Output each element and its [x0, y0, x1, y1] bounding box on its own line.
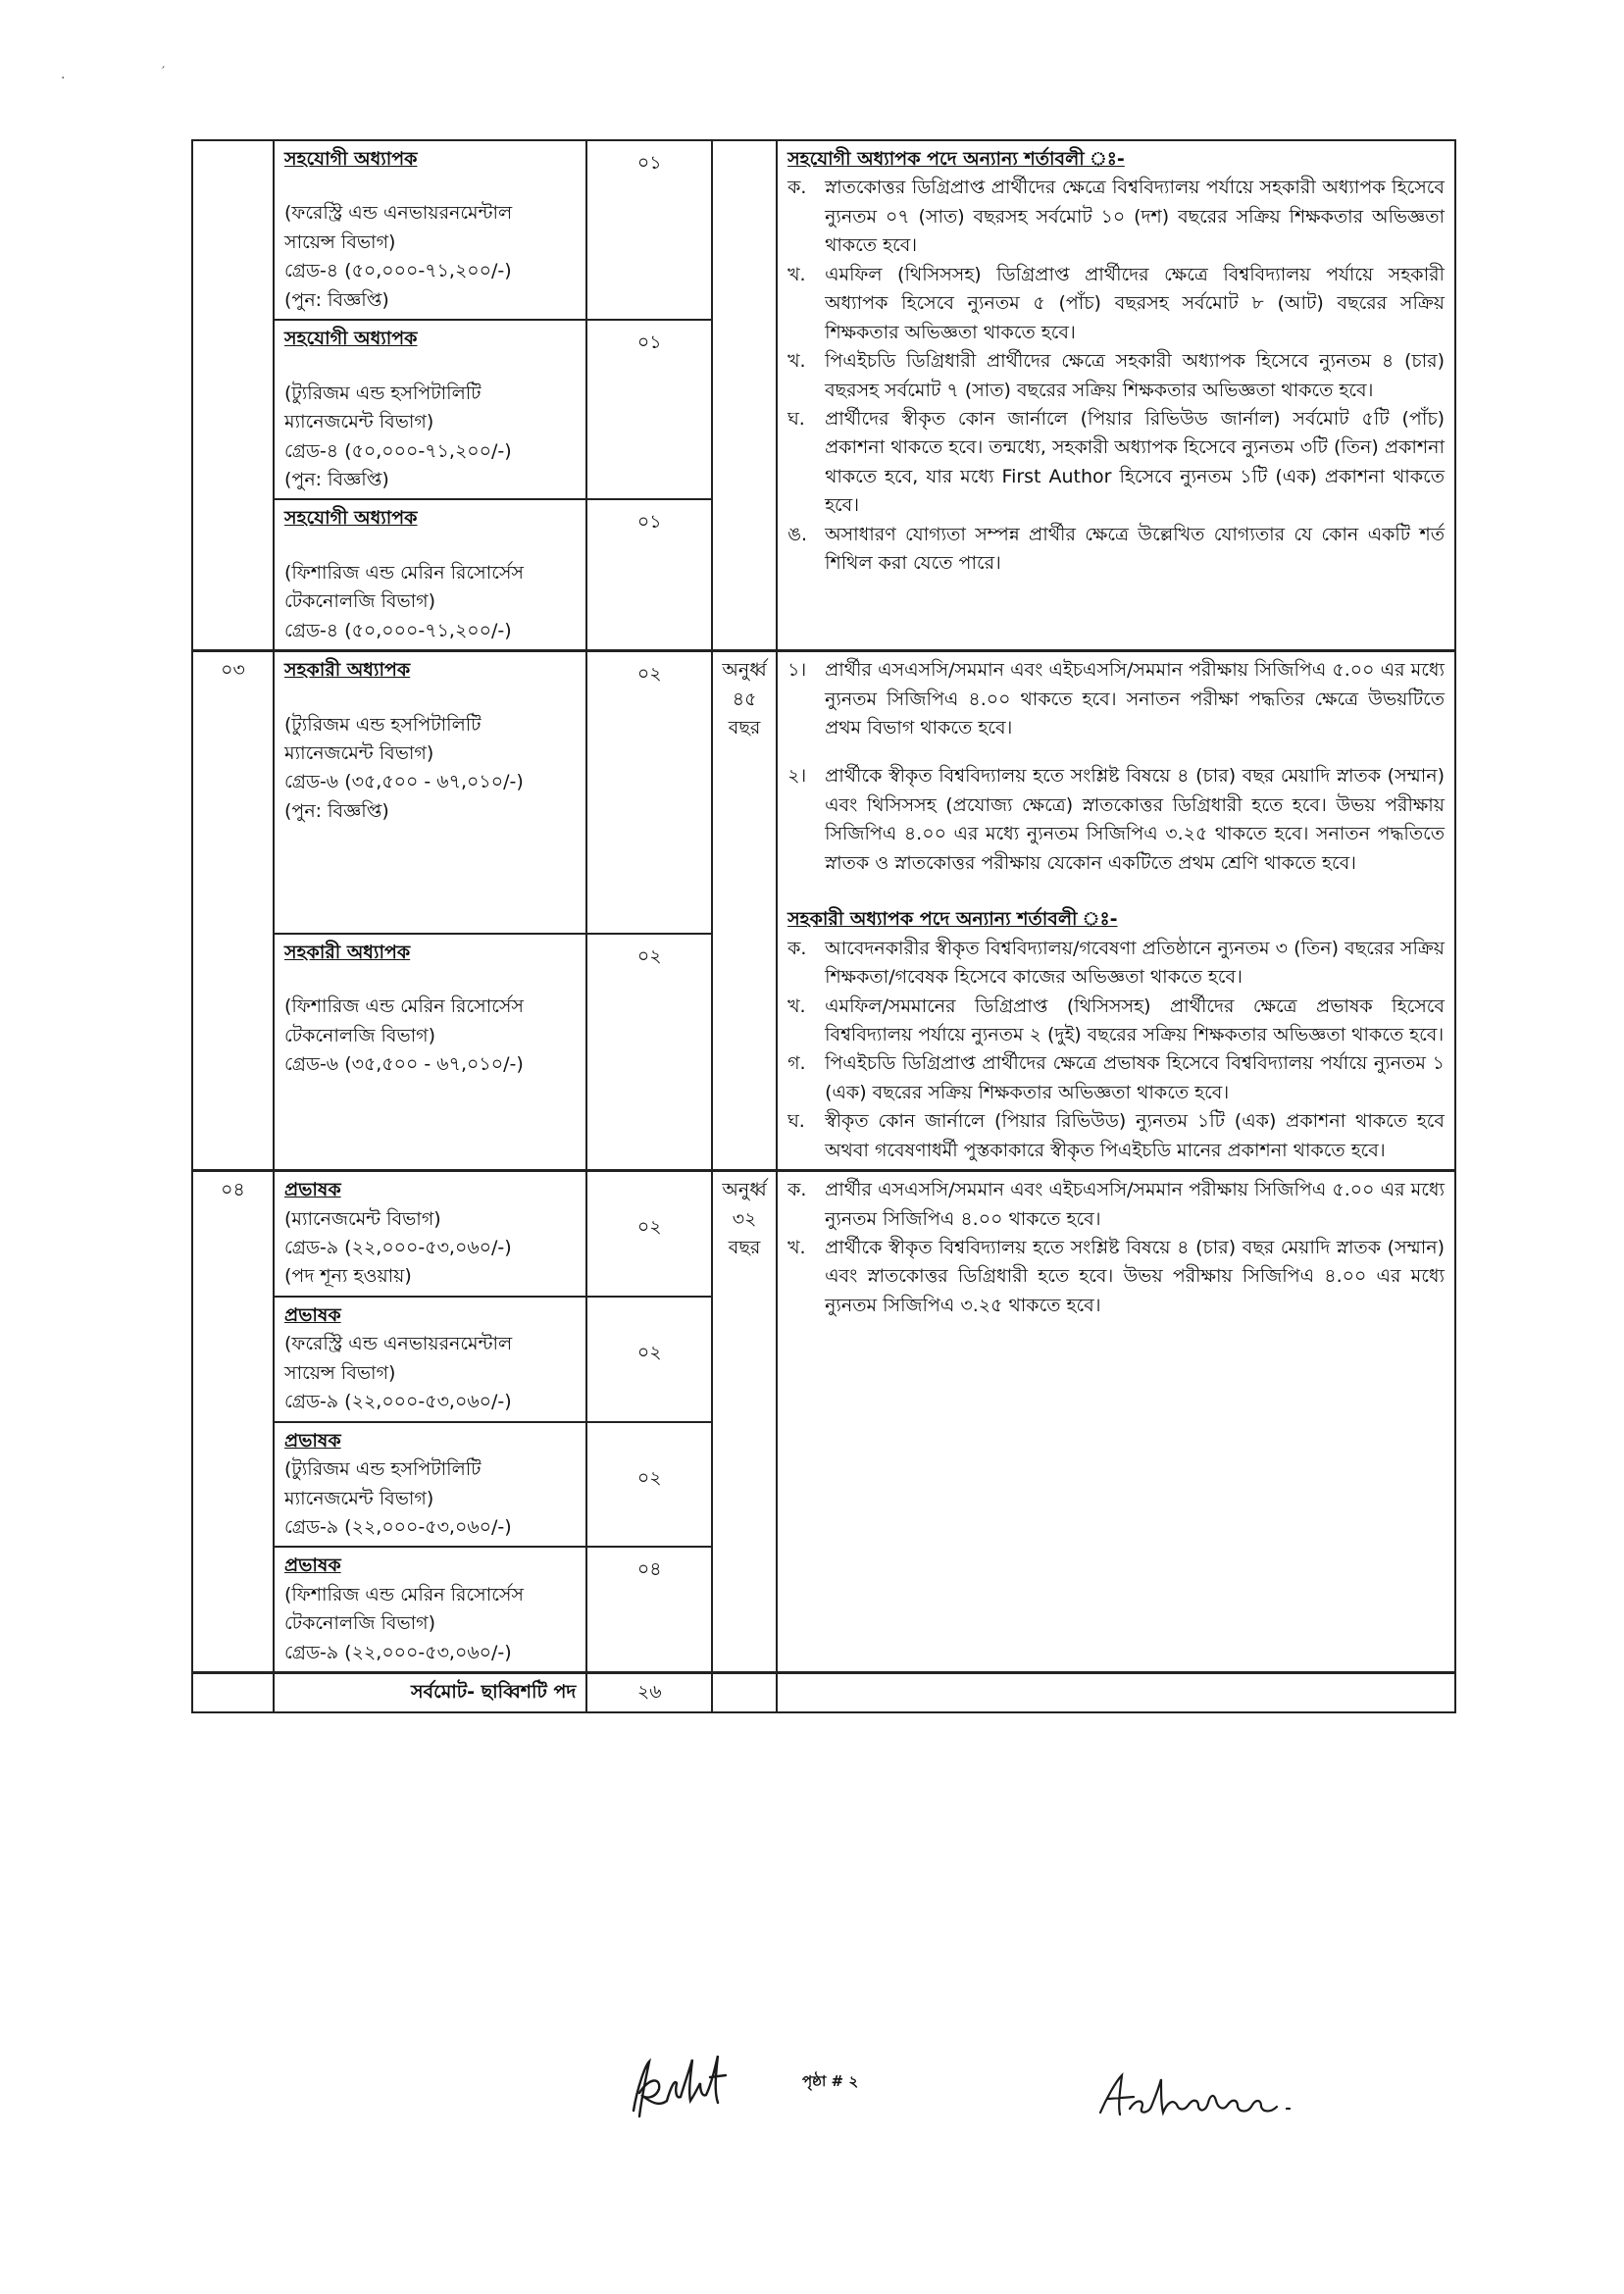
post-department: ম্যানেজমেন্ট বিভাগ) [284, 1487, 434, 1509]
requirement-text: স্বীকৃত কোন জার্নালে (পিয়ার রিভিউড) ন্যুনতম ১টি (এক) প্রকাশনা থাকতে হবে অথবা গবেষণাধর্মী পুস্তকাকারে স্বীকৃত পিএইচডি মানের প্রকাশনা থাকতে হবে। [825, 1110, 1445, 1161]
requirement-item [787, 1049, 1445, 1107]
post-grade: গ্রেড-৪ (৫০,০০০-৭১,২০০/-) [284, 260, 512, 282]
serial-cell [192, 1171, 274, 1673]
post-count: ০১ [636, 511, 662, 534]
post-note: (পদ শূন্য হওয়ায়) [284, 1265, 412, 1288]
post-count-cell [586, 499, 712, 650]
requirement-marker: ২। [787, 765, 807, 788]
requirement-text: পিএইচডি ডিগ্রিপ্রাপ্ত প্রার্থীদের ক্ষেত্রে প্রভাষক হিসেবে বিশ্ববিদ্যালয় পর্যায়ে ন্যুনতম ১ (এক) বছরের সক্রিয় শিক্ষকতার অভিজ্ঞতা থাকতে হবে। [825, 1052, 1445, 1103]
serial-cell [192, 1673, 274, 1712]
post-cell [274, 1422, 586, 1548]
requirement-item [787, 347, 1445, 405]
post-count-cell [586, 1422, 712, 1548]
requirement-text: পিএইচডি ডিগ্রিধারী প্রার্থীদের ক্ষেত্রে সহকারী অধ্যাপক হিসেবে ন্যুনতম ৪ (চার) বছরসহ সর্বমোট ৭ (সাত) বছরের সক্রিয় শিক্ষকতার অভিজ্ঞতা থাকতে হবে। [825, 350, 1445, 401]
post-note: (পুন: বিজ্ঞপ্তি) [284, 468, 389, 490]
post-department: (ফরেস্ট্রি এন্ড এনভায়রনমেন্টাল [284, 1333, 513, 1355]
post-title: প্রভাষক [284, 1303, 341, 1326]
age-cell [712, 1673, 777, 1712]
requirement-marker: ঘ. [787, 407, 805, 430]
age-limit: বছর [728, 717, 761, 739]
age-cell [712, 140, 777, 651]
requirement-item [787, 656, 1445, 742]
requirement-text: এমফিল (থিসিসসহ) ডিগ্রিপ্রাপ্ত প্রার্থীদের ক্ষেত্রে বিশ্ববিদ্যালয় পর্যায়ে সহকারী অধ্যাপক হিসেবে ন্যুনতম ৫ (পাঁচ) বছরসহ সর্বমোট ৮ (আট) বছরের সক্রিয় শিক্ষকতার অভিজ্ঞতা থাকতে হবে। [825, 263, 1445, 343]
post-grade: গ্রেড-৬ (৩৫,৫০০ - ৬৭,০১০/-) [284, 1053, 524, 1076]
requirement-text: স্নাতকোত্তর ডিগ্রিপ্রাপ্ত প্রার্থীদের ক্ষেত্রে বিশ্ববিদ্যালয় পর্যায়ে সহকারী অধ্যাপক হিসেবে ন্যুনতম ০৭ (সাত) বছরসহ সর্বমোট ১০ (দশ) বছরের সক্রিয় শিক্ষকতার অভিজ্ঞতা থাকতে হবে। [825, 177, 1445, 257]
requirement-item [787, 1107, 1445, 1165]
requirements-heading: সহযোগী অধ্যাপক পদে অন্যান্য শর্তাবলী ঃ- [787, 148, 1125, 170]
requirements-cell [777, 651, 1455, 1171]
post-title: প্রভাষক [284, 1179, 341, 1201]
post-count: ০১ [636, 152, 662, 174]
post-count: ০১ [636, 331, 662, 354]
post-department: সায়েন্স বিভাগ) [284, 230, 396, 253]
post-count-cell [586, 320, 712, 499]
requirement-item [787, 174, 1445, 260]
requirement-item [787, 1176, 1445, 1234]
age-cell [712, 1171, 777, 1673]
requirement-marker: খ. [787, 994, 806, 1017]
post-department: (ফিশারিজ এন্ড মেরিন রিসোর্সেস [284, 995, 524, 1018]
requirement-marker: গ. [787, 1052, 806, 1075]
requirement-text: প্রার্থীর এসএসসি/সমমান এবং এইচএসসি/সমমান পরীক্ষায় সিজিপিএ ৫.০০ এর মধ্যে ন্যুনতম সিজিপিএ ৪.০০ থাকতে হবে। [825, 1179, 1445, 1230]
post-count: ০২ [636, 1341, 662, 1363]
requirement-item [787, 935, 1445, 993]
requirements-cell [777, 140, 1455, 651]
post-cell [274, 934, 586, 1171]
post-title: সহযোগী অধ্যাপক [284, 148, 418, 170]
post-department: (ফিশারিজ এন্ড মেরিন রিসোর্সেস [284, 561, 524, 584]
requirements-cell [777, 1673, 1455, 1712]
post-department: টেকনোলজি বিভাগ) [284, 1024, 436, 1046]
post-grade: গ্রেড-৯ (২২,০০০-৫৩,০৬০/-) [284, 1391, 512, 1413]
requirement-marker: ক. [787, 1179, 807, 1201]
post-count-cell [586, 651, 712, 934]
requirement-item [787, 993, 1445, 1050]
requirement-marker: খ. [787, 263, 806, 285]
serial-number: ০৩ [221, 659, 245, 682]
post-count: ০২ [636, 1216, 662, 1239]
age-limit: ৪৫ [732, 688, 757, 710]
post-cell [274, 320, 586, 499]
post-cell [274, 1297, 586, 1422]
post-note: (পুন: বিজ্ঞপ্তি) [284, 288, 389, 311]
post-count-cell [586, 140, 712, 320]
post-grade: গ্রেড-৬ (৩৫,৫০০ - ৬৭,০১০/-) [284, 771, 524, 793]
post-department: ম্যানেজমেন্ট বিভাগ) [284, 411, 434, 433]
total-count: ২৬ [636, 1681, 662, 1704]
post-count-cell [586, 934, 712, 1171]
requirement-marker: ক. [787, 177, 807, 199]
post-title: সহকারী অধ্যাপক [284, 659, 411, 682]
post-count-cell [586, 1297, 712, 1422]
post-department: (ফরেস্ট্রি এন্ড এনভায়রনমেন্টাল [284, 202, 513, 225]
post-cell [274, 499, 586, 650]
post-department: (ফিশারিজ এন্ড মেরিন রিসোর্সেস [284, 1583, 524, 1606]
post-department: (ট্যুরিজম এন্ড হসপিটালিটি [284, 713, 482, 736]
requirement-marker: খ. [787, 350, 806, 373]
post-title: সহকারী অধ্যাপক [284, 941, 411, 963]
post-title: সহযোগী অধ্যাপক [284, 328, 418, 350]
post-cell [274, 1171, 586, 1297]
requirement-text: আবেদনকারীর স্বীকৃত বিশ্ববিদ্যালয়/গবেষণা প্রতিষ্ঠানে ন্যুনতম ৩ (তিন) বছরের সক্রিয় শিক্ষকতা/গবেষক হিসেবে কাজের অভিজ্ঞতা থাকতে হবে। [825, 937, 1445, 989]
post-department: সায়েন্স বিভাগ) [284, 1361, 396, 1384]
total-row [192, 1673, 1455, 1712]
page-number: পৃষ্ঠা # ২ [802, 2072, 859, 2090]
post-department: ম্যানেজমেন্ট বিভাগ) [284, 742, 434, 764]
post-note: (পুন: বিজ্ঞপ্তি) [284, 799, 389, 822]
age-limit: ৩২ [732, 1207, 757, 1230]
requirements-cell [777, 1171, 1455, 1673]
age-limit: অনুর্ধ্ব [722, 659, 767, 682]
signature-right [1091, 2069, 1321, 2126]
post-grade: গ্রেড-৯ (২২,০০০-৫৩,০৬০/-) [284, 1515, 512, 1538]
requirement-marker: ঙ. [787, 523, 808, 545]
requirement-item [787, 405, 1445, 521]
post-count: ০২ [636, 944, 662, 967]
post-title: প্রভাষক [284, 1555, 341, 1577]
requirement-item [787, 1234, 1445, 1320]
post-count: ০২ [636, 663, 662, 686]
age-limit: অনুর্ধ্ব [722, 1179, 767, 1201]
post-grade: গ্রেড-৪ (৫০,০০০-৭১,২০০/-) [284, 439, 512, 462]
serial-cell [192, 140, 274, 651]
table-row [192, 1171, 1455, 1297]
total-label: সর্বমোট- ছাব্বিশটি পদ [410, 1681, 577, 1704]
post-department: (ট্যুরিজম এন্ড হসপিটালিটি [284, 382, 482, 404]
post-cell [274, 651, 586, 934]
job-table [191, 139, 1456, 1713]
requirement-text: অসাধারণ যোগ্যতা সম্পন্ন প্রার্থীর ক্ষেত্রে উল্লেখিত যোগ্যতার যে কোন একটি শর্ত শিথিল করা যেতে পারে। [825, 523, 1445, 575]
page-mark: · [61, 71, 66, 86]
post-grade: গ্রেড-৯ (২২,০০০-৫৩,০৬০/-) [284, 1237, 512, 1258]
post-cell [274, 140, 586, 320]
requirement-item [787, 762, 1445, 878]
post-title: সহযোগী অধ্যাপক [284, 507, 418, 530]
post-department: (ট্যুরিজম এন্ড হসপিটালিটি [284, 1458, 482, 1481]
signature-left [616, 2048, 743, 2126]
requirement-item [787, 521, 1445, 579]
requirement-text: প্রার্থীর এসএসসি/সমমান এবং এইচএসসি/সমমান পরীক্ষায় সিজিপিএ ৫.০০ এর মধ্যে ন্যুনতম সিজিপিএ ৪.০০ থাকতে হবে। সনাতন পরীক্ষা পদ্ধতির ক্ষেত্রে উভয়টিতে প্রথম বিভাগ থাকতে হবে। [825, 659, 1445, 739]
table-row [192, 140, 1455, 320]
post-department: টেকনোলজি বিভাগ) [284, 1612, 436, 1635]
post-count-cell [586, 1171, 712, 1297]
age-cell [712, 651, 777, 1171]
total-count-cell [586, 1673, 712, 1712]
post-count: ০৪ [636, 1558, 662, 1581]
post-department: (ম্যানেজমেন্ট বিভাগ) [284, 1207, 441, 1230]
requirement-text: প্রার্থীকে স্বীকৃত বিশ্ববিদ্যালয় হতে সংশ্লিষ্ট বিষয়ে ৪ (চার) বছর মেয়াদি স্নাতক (সম্মান) এবং স্নাতকোত্তর ডিগ্রিধারী হতে হবে। উভয় পরীক্ষায় সিজিপিএ ৪.০০ এর মধ্যে ন্যুনতম সিজিপিএ ৩.২৫ থাকতে হবে। [825, 1237, 1445, 1316]
requirement-marker: ক. [787, 937, 807, 959]
requirements-heading: সহকারী অধ্যাপক পদে অন্যান্য শর্তাবলী ঃ- [787, 908, 1118, 931]
requirement-marker: ১। [787, 659, 807, 682]
post-count: ০২ [636, 1466, 662, 1489]
post-grade: গ্রেড-৯ (২২,০০০-৫৩,০৬০/-) [284, 1641, 512, 1663]
requirement-item [787, 261, 1445, 347]
serial-number: ০৪ [221, 1179, 245, 1201]
post-department: টেকনোলজি বিভাগ) [284, 590, 436, 613]
post-cell [274, 1547, 586, 1672]
post-grade: গ্রেড-৪ (৫০,০০০-৭১,২০০/-) [284, 619, 512, 641]
age-limit: বছর [728, 1237, 761, 1258]
post-count-cell [586, 1547, 712, 1672]
post-title: প্রভাষক [284, 1429, 341, 1452]
requirement-marker: খ. [787, 1237, 806, 1258]
table-row [192, 651, 1455, 934]
requirement-text: এমফিল/সমমানের ডিগ্রিপ্রাপ্ত (থিসিসসহ) প্রার্থীদের ক্ষেত্রে প্রভাষক হিসেবে বিশ্ববিদ্যালয় পর্যায়ে ন্যুনতম ২ (দুই) বছরের সক্রিয় শিক্ষকতার অভিজ্ঞতা থাকতে হবে। [825, 994, 1445, 1045]
requirement-text: প্রার্থীকে স্বীকৃত বিশ্ববিদ্যালয় হতে সংশ্লিষ্ট বিষয়ে ৪ (চার) বছর মেয়াদি স্নাতক (সম্মান) এবং থিসিসসহ (প্রযোজ্য ক্ষেত্রে) স্নাতকোত্তর ডিগ্রিধারী হতে হবে। উভয় পরীক্ষায় সিজিপিএ ৪.০০ এর মধ্যে ন্যুনতম সিজিপিএ ৩.২৫ থাকতে হবে। সনাতন পদ্ধতিতে স্নাতক ও স্নাতকোত্তর পরীক্ষায় যেকোন একটিতে প্রথম শ্রেণি থাকতে হবে। [825, 765, 1445, 874]
serial-cell [192, 651, 274, 1171]
page-mark: ′ [162, 65, 166, 80]
requirement-text: প্রার্থীদের স্বীকৃত কোন জার্নালে (পিয়ার রিভিউড জার্নাল) সর্বমোট ৫টি (পাঁচ) প্রকাশনা থাকতে হবে। তন্মধ্যে, সহকারী অধ্যাপক হিসেবে ন্যুনতম ৩টি (তিন) প্রকাশনা থাকতে হবে, যার মধ্যে First Author হিসেবে ন্যুনতম ১টি (এক) প্রকাশনা থাকতে হবে। [825, 407, 1445, 517]
requirement-marker: ঘ. [787, 1110, 805, 1133]
total-label-cell [274, 1673, 586, 1712]
